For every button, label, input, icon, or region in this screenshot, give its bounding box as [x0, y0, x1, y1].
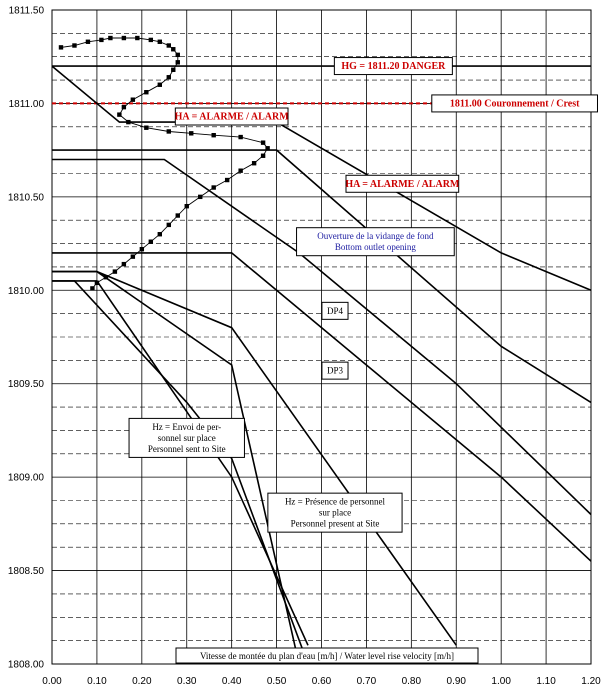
observed-point	[126, 120, 130, 124]
observed-point	[176, 213, 180, 217]
observed-point	[176, 53, 180, 57]
observed-point	[144, 126, 148, 130]
annotation-text: 1811.00 Couronnement / Crest	[449, 98, 580, 110]
observed-point	[225, 178, 229, 182]
annotation-label	[322, 362, 348, 379]
observed-point	[167, 43, 171, 47]
observed-point	[131, 97, 135, 101]
observed-point	[238, 168, 242, 172]
y-tick-label: 1811.00	[8, 98, 44, 110]
observed-point	[90, 286, 94, 290]
y-tick-label: 1809.00	[7, 472, 44, 484]
observed-point	[149, 38, 153, 42]
observed-point	[176, 60, 180, 64]
observed-point	[72, 43, 76, 47]
observed-point	[131, 254, 135, 258]
x-tick-label: 1.10	[536, 676, 556, 687]
observed-point	[158, 83, 162, 87]
observed-point	[167, 75, 171, 79]
annotation-label	[175, 108, 290, 125]
observed-point	[113, 269, 117, 273]
observed-point	[185, 204, 189, 208]
observed-point	[86, 40, 90, 44]
annotation-text: HA = ALARME / ALARM	[174, 111, 289, 123]
annotation-text: Hz = Présence de personnel	[284, 496, 385, 507]
annotation-text: DP4	[326, 305, 343, 316]
observed-point	[149, 240, 153, 244]
annotation-text: Ouverture de la vidange de fond	[317, 231, 434, 242]
x-axis-title	[176, 648, 478, 663]
annotation-label	[345, 175, 460, 192]
annotation-text: Hz = Envoi de per-	[152, 421, 222, 432]
x-tick-label: 0.10	[87, 676, 107, 687]
annotation-text: Personnel sent to Site	[147, 443, 226, 454]
observed-point	[261, 154, 265, 158]
x-tick-label: 1.00	[491, 676, 511, 687]
observed-point	[122, 105, 126, 109]
annotation-text: DP3	[326, 365, 343, 376]
observed-point	[265, 146, 269, 150]
x-tick-label: 0.60	[311, 676, 332, 687]
observed-point	[122, 36, 126, 40]
annotation-label	[129, 418, 244, 457]
annotation-text: HG = 1811.20 DANGER	[341, 61, 446, 73]
observed-point	[189, 131, 193, 135]
annotation-label	[432, 95, 598, 112]
annotation-text: Personnel present at Site	[290, 518, 380, 529]
x-tick-label: 0.70	[356, 676, 377, 687]
y-tick-label: 1809.50	[7, 379, 44, 391]
x-tick-label: 0.80	[401, 676, 422, 687]
observed-point	[135, 36, 139, 40]
observed-point	[140, 247, 144, 251]
observed-point	[59, 45, 63, 49]
observed-point	[261, 140, 265, 144]
annotation-text: sonnel sur place	[157, 432, 216, 443]
x-tick-label: 0.00	[42, 676, 62, 687]
observed-point	[144, 90, 148, 94]
x-tick-label: 0.50	[266, 676, 287, 687]
x-tick-label: 0.90	[446, 676, 466, 687]
y-tick-label: 1808.00	[7, 659, 44, 671]
annotation-label	[322, 302, 348, 319]
observed-point	[171, 68, 175, 72]
y-tick-label: 1811.50	[8, 5, 44, 17]
observed-point	[171, 47, 175, 51]
x-tick-label: 0.30	[177, 676, 197, 687]
x-tick-label: 0.40	[221, 676, 242, 687]
observed-point	[117, 112, 121, 116]
y-tick-label: 1810.00	[7, 285, 44, 297]
x-axis-title-text: Vitesse de montée du plan d'eau [m/h] / Water level rise velocity [m/h]	[199, 651, 455, 661]
observed-point	[158, 232, 162, 236]
annotation-label	[297, 228, 455, 256]
observed-point	[108, 36, 112, 40]
observed-point	[212, 185, 216, 189]
annotation-label	[334, 58, 452, 75]
annotation-text: Bottom outlet opening	[334, 242, 416, 253]
observed-point	[122, 262, 126, 266]
observed-point	[99, 38, 103, 42]
observed-point	[212, 133, 216, 137]
observed-point	[95, 281, 99, 285]
y-tick-label: 1808.50	[7, 566, 44, 578]
annotation-text: sur place	[318, 507, 352, 518]
x-tick-label: 1.20	[581, 676, 601, 687]
x-tick-label: 0.20	[132, 676, 152, 687]
annotation-label	[268, 493, 402, 532]
observed-point	[198, 195, 202, 199]
annotation-text: HA = ALARME / ALARM	[345, 178, 460, 190]
observed-point	[104, 275, 108, 279]
observed-point	[252, 161, 256, 165]
observed-point	[238, 135, 242, 139]
y-tick-label: 1810.50	[7, 192, 44, 204]
observed-point	[158, 40, 162, 44]
observed-point	[167, 223, 171, 227]
observed-point	[167, 129, 171, 133]
